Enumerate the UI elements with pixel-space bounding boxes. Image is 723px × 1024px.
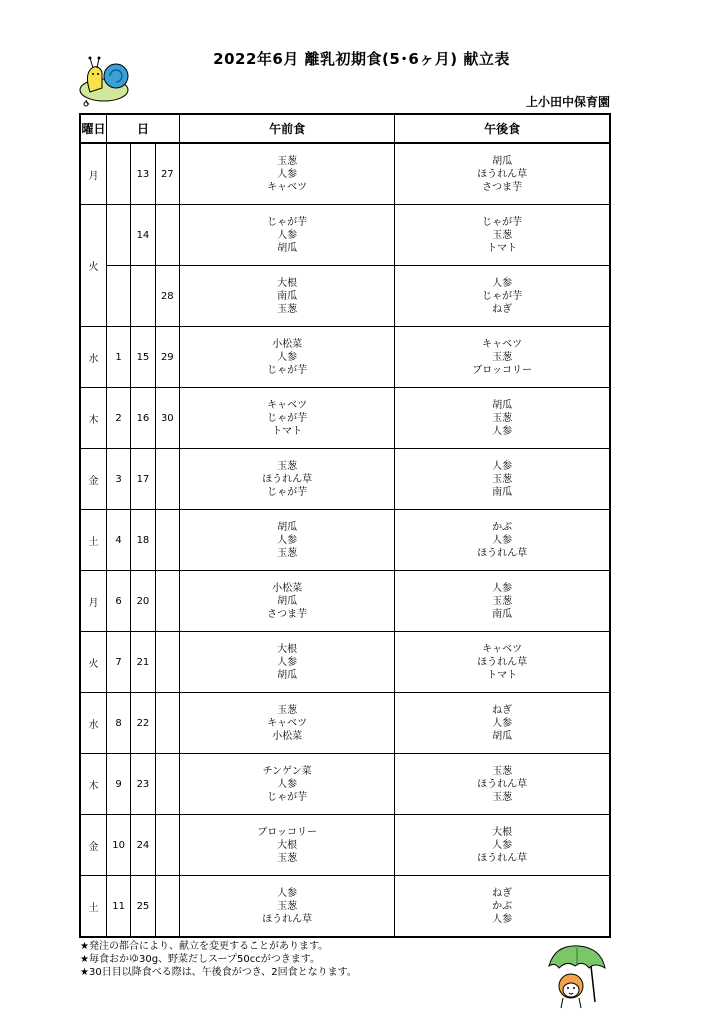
- food-item: じゃが芋: [482, 290, 523, 302]
- food-item: さつま芋: [267, 608, 308, 620]
- date-cell: [155, 754, 179, 815]
- pm-menu-cell: [395, 693, 610, 754]
- date-cell: [155, 876, 179, 938]
- pm-menu-cell: [395, 449, 610, 510]
- date-cell: 2: [106, 388, 130, 449]
- am-menu-cell: [180, 388, 395, 449]
- date-cell: [155, 815, 179, 876]
- food-item: 人参: [492, 839, 513, 851]
- food-item: 玉葱: [492, 595, 513, 607]
- food-item: キャベツ: [267, 181, 308, 193]
- food-item: 胡瓜: [277, 521, 298, 533]
- food-item: 人参: [277, 534, 298, 546]
- food-item: 人参: [492, 460, 513, 472]
- pm-menu-cell: [395, 876, 610, 938]
- menu-table: [79, 113, 611, 938]
- food-item: 玉葱: [492, 473, 513, 485]
- food-item: ねぎ: [492, 704, 513, 716]
- am-menu-cell: [180, 510, 395, 571]
- food-item: じゃが芋: [267, 412, 308, 424]
- day-cell: 火: [80, 632, 106, 693]
- food-item: 玉葱: [277, 900, 298, 912]
- table-header-row: [80, 114, 610, 143]
- school-name: 上小田中保育園: [525, 95, 610, 109]
- food-item: 人参: [277, 351, 298, 363]
- header-pm: 午後食: [395, 114, 610, 143]
- day-cell: 水: [80, 327, 106, 388]
- food-item: 胡瓜: [277, 242, 298, 254]
- day-cell: 木: [80, 754, 106, 815]
- day-cell: 土: [80, 510, 106, 571]
- pm-menu-cell: [395, 143, 610, 205]
- snail-illustration-icon: [78, 52, 136, 107]
- food-item: 胡瓜: [277, 595, 298, 607]
- food-item: 玉葱: [277, 852, 298, 864]
- food-item: 人参: [277, 778, 298, 790]
- food-item: ブロッコリー: [472, 364, 533, 376]
- food-item: じゃが芋: [267, 486, 308, 498]
- food-item: 玉葱: [492, 412, 513, 424]
- am-menu-cell: [180, 632, 395, 693]
- food-item: 玉葱: [277, 155, 298, 167]
- food-item: 胡瓜: [492, 155, 513, 167]
- date-cell: 4: [106, 510, 130, 571]
- day-cell: 水: [80, 693, 106, 754]
- day-cell: 火: [80, 205, 106, 327]
- date-cell: [106, 143, 130, 205]
- food-item: ほうれん草: [477, 852, 528, 864]
- food-item: 玉葱: [492, 351, 513, 363]
- date-cell: 18: [131, 510, 155, 571]
- day-cell: 木: [80, 388, 106, 449]
- food-item: 大根: [277, 277, 298, 289]
- date-cell: 21: [131, 632, 155, 693]
- table-row: [80, 632, 610, 693]
- pm-menu-cell: [395, 388, 610, 449]
- date-cell: [131, 266, 155, 327]
- pm-menu-cell: [395, 571, 610, 632]
- am-menu-cell: [180, 143, 395, 205]
- date-cell: [155, 693, 179, 754]
- note-line: ★毎食おかゆ30g、野菜だしスープ50ccがつきます。: [80, 954, 320, 965]
- food-item: キャベツ: [482, 643, 523, 655]
- pm-menu-cell: [395, 266, 610, 327]
- food-item: ねぎ: [492, 887, 513, 899]
- food-item: 玉葱: [277, 460, 298, 472]
- date-cell: [106, 266, 130, 327]
- am-menu-cell: [180, 205, 395, 266]
- am-menu-cell: [180, 815, 395, 876]
- food-item: トマト: [272, 425, 303, 437]
- am-menu-cell: [180, 327, 395, 388]
- food-item: キャベツ: [267, 399, 308, 411]
- date-cell: [155, 571, 179, 632]
- am-menu-cell: [180, 754, 395, 815]
- table-row: [80, 754, 610, 815]
- table-row: [80, 815, 610, 876]
- date-cell: [155, 632, 179, 693]
- date-cell: 22: [131, 693, 155, 754]
- am-menu-cell: [180, 571, 395, 632]
- date-cell: 6: [106, 571, 130, 632]
- food-item: ほうれん草: [477, 656, 528, 668]
- table-row: [80, 205, 610, 266]
- food-item: 小松菜: [272, 582, 303, 594]
- food-item: トマト: [487, 669, 518, 681]
- food-item: 人参: [277, 168, 298, 180]
- date-cell: 1: [106, 327, 130, 388]
- food-item: 人参: [492, 913, 513, 925]
- date-cell: 10: [106, 815, 130, 876]
- day-cell: 金: [80, 449, 106, 510]
- food-item: 人参: [492, 534, 513, 546]
- table-row: [80, 266, 610, 327]
- table-row: [80, 571, 610, 632]
- food-item: キャベツ: [267, 717, 308, 729]
- date-cell: 15: [131, 327, 155, 388]
- table-row: [80, 327, 610, 388]
- food-item: かぶ: [492, 900, 513, 912]
- food-item: 玉葱: [277, 547, 298, 559]
- table-row: [80, 510, 610, 571]
- pm-menu-cell: [395, 510, 610, 571]
- food-item: じゃが芋: [267, 216, 308, 228]
- food-item: 大根: [492, 826, 513, 838]
- food-item: ほうれん草: [477, 168, 528, 180]
- leaf-umbrella-mascot-icon: [545, 940, 607, 1010]
- food-item: 胡瓜: [492, 730, 513, 742]
- header-am: 午前食: [180, 114, 395, 143]
- food-item: 大根: [277, 839, 298, 851]
- food-item: 小松菜: [272, 730, 303, 742]
- pm-menu-cell: [395, 327, 610, 388]
- table-row: [80, 449, 610, 510]
- table-row: [80, 388, 610, 449]
- food-item: じゃが芋: [267, 791, 308, 803]
- date-cell: 20: [131, 571, 155, 632]
- food-item: 玉葱: [277, 303, 298, 315]
- date-cell: 13: [131, 143, 155, 205]
- page-title: 2022年6月 離乳初期食(5･6ヶ月) 献立表: [213, 50, 510, 68]
- food-item: 玉葱: [492, 791, 513, 803]
- food-item: じゃが芋: [267, 364, 308, 376]
- am-menu-cell: [180, 693, 395, 754]
- date-cell: 28: [155, 266, 179, 327]
- food-item: 玉葱: [277, 704, 298, 716]
- food-item: かぶ: [492, 521, 513, 533]
- pm-menu-cell: [395, 754, 610, 815]
- food-item: ほうれん草: [262, 913, 313, 925]
- food-item: 大根: [277, 643, 298, 655]
- date-cell: 25: [131, 876, 155, 938]
- date-cell: 27: [155, 143, 179, 205]
- food-item: トマト: [487, 242, 518, 254]
- food-item: 人参: [277, 887, 298, 899]
- am-menu-cell: [180, 266, 395, 327]
- date-cell: 30: [155, 388, 179, 449]
- date-cell: 3: [106, 449, 130, 510]
- food-item: 人参: [492, 277, 513, 289]
- food-item: 胡瓜: [492, 399, 513, 411]
- food-item: 玉葱: [492, 229, 513, 241]
- date-cell: 7: [106, 632, 130, 693]
- food-item: ブロッコリー: [257, 826, 318, 838]
- day-cell: 金: [80, 815, 106, 876]
- food-item: チンゲン菜: [262, 765, 312, 777]
- food-item: ほうれん草: [262, 473, 313, 485]
- food-item: 南瓜: [492, 486, 513, 498]
- food-item: 人参: [492, 582, 513, 594]
- food-item: ほうれん草: [477, 547, 528, 559]
- date-cell: [106, 205, 130, 266]
- am-menu-cell: [180, 876, 395, 938]
- table-row: [80, 876, 610, 938]
- food-item: じゃが芋: [482, 216, 523, 228]
- header-date: 日: [106, 114, 179, 143]
- food-item: さつま芋: [482, 181, 523, 193]
- date-cell: [155, 510, 179, 571]
- date-cell: 8: [106, 693, 130, 754]
- date-cell: 17: [131, 449, 155, 510]
- note-line: ★30日目以降食べる際は、午後食がつき、2回食となります。: [80, 967, 357, 978]
- food-item: 人参: [492, 717, 513, 729]
- am-menu-cell: [180, 449, 395, 510]
- date-cell: 14: [131, 205, 155, 266]
- food-item: 南瓜: [277, 290, 298, 302]
- note-line: ★発注の都合により、献立を変更することがあります。: [80, 941, 329, 952]
- date-cell: 29: [155, 327, 179, 388]
- food-item: ねぎ: [492, 303, 513, 315]
- date-cell: 23: [131, 754, 155, 815]
- food-item: 玉葱: [492, 765, 513, 777]
- pm-menu-cell: [395, 205, 610, 266]
- pm-menu-cell: [395, 632, 610, 693]
- table-row: [80, 693, 610, 754]
- food-item: 人参: [277, 229, 298, 241]
- date-cell: 9: [106, 754, 130, 815]
- food-item: 南瓜: [492, 608, 513, 620]
- food-item: 胡瓜: [277, 669, 298, 681]
- day-cell: 月: [80, 143, 106, 205]
- date-cell: 24: [131, 815, 155, 876]
- notes: [80, 940, 357, 979]
- food-item: ほうれん草: [477, 778, 528, 790]
- food-item: 人参: [277, 656, 298, 668]
- pm-menu-cell: [395, 815, 610, 876]
- food-item: 小松菜: [272, 338, 303, 350]
- day-cell: 月: [80, 571, 106, 632]
- date-cell: 11: [106, 876, 130, 938]
- food-item: 人参: [492, 425, 513, 437]
- date-cell: [155, 449, 179, 510]
- day-cell: 土: [80, 876, 106, 938]
- date-cell: 16: [131, 388, 155, 449]
- table-row: [80, 143, 610, 205]
- date-cell: [155, 205, 179, 266]
- food-item: キャベツ: [482, 338, 523, 350]
- header-day: 曜日: [80, 114, 106, 143]
